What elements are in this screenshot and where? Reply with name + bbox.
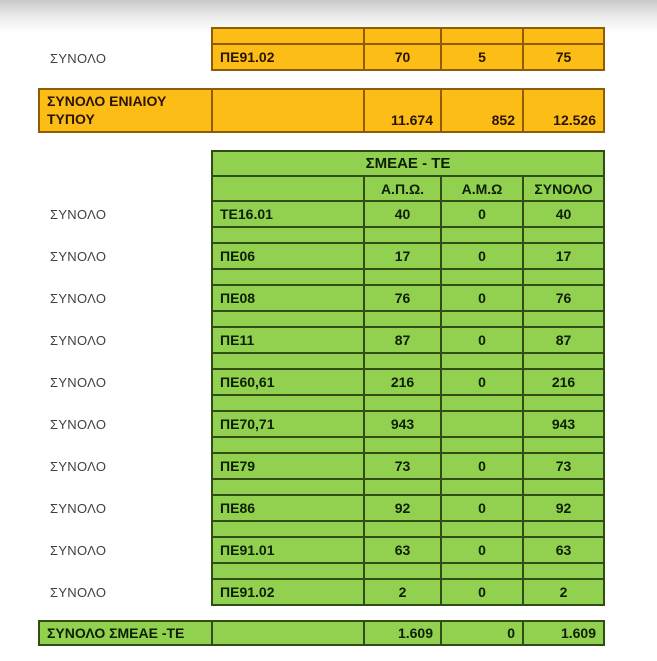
cell-total: 63	[524, 538, 603, 562]
spacer-cell	[213, 564, 363, 578]
row-label-synolo-orange: ΣΥΝΟΛΟ	[50, 51, 107, 66]
spacer-cell	[213, 522, 363, 536]
spacer-cell	[442, 438, 522, 452]
spacer-cell	[213, 480, 363, 494]
column-header-apo: Α.Π.Ω.	[365, 177, 440, 200]
spacer-cell	[442, 312, 522, 326]
spacer-cell	[442, 354, 522, 368]
cell-apo: 87	[365, 328, 440, 352]
cell-code: ΠΕ91.01	[213, 538, 363, 562]
spacer-cell	[365, 312, 440, 326]
cell-code: ΠΕ60,61	[213, 370, 363, 394]
cell-total: 73	[524, 454, 603, 478]
eniaiou-total-value: 12.526	[524, 90, 603, 131]
spacer-cell	[365, 228, 440, 242]
row-label-synolo: ΣΥΝΟΛΟ	[50, 543, 107, 558]
cell-total: 76	[524, 286, 603, 310]
cell-amo: 0	[442, 286, 522, 310]
spacer-cell	[442, 480, 522, 494]
smeae-total-amo: 0	[442, 622, 522, 644]
smeae-total-apo: 1.609	[365, 622, 440, 644]
row-label-synolo: ΣΥΝΟΛΟ	[50, 585, 107, 600]
cell-total: 943	[524, 412, 603, 436]
spacer-cell	[365, 354, 440, 368]
spacer-cell	[524, 438, 603, 452]
spacer-cell	[524, 228, 603, 242]
cell-amo: 0	[442, 244, 522, 268]
cell-apo: 76	[365, 286, 440, 310]
cell-amo: 0	[442, 580, 522, 604]
smeae-table	[211, 150, 605, 606]
spacer-cell	[213, 228, 363, 242]
cell-total: 92	[524, 496, 603, 520]
top-orange-table	[211, 27, 605, 71]
cell-apo: 17	[365, 244, 440, 268]
eniaiou-total-apo: 11.674	[365, 90, 440, 131]
eniaiou-total-label: ΣΥΝΟΛΟ ΕΝΙΑΙΟΥ ΤΥΠΟΥ	[40, 90, 211, 131]
empty-cell	[365, 29, 440, 43]
smeae-total-value: 1.609	[524, 622, 603, 644]
smeae-total-row	[38, 620, 605, 646]
eniaiou-total-row	[38, 88, 605, 133]
cell-apo: 73	[365, 454, 440, 478]
empty-cell	[442, 29, 522, 43]
spacer-cell	[213, 270, 363, 284]
spacer-cell	[365, 270, 440, 284]
spacer-cell	[524, 396, 603, 410]
empty-cell	[213, 177, 363, 200]
row-label-synolo: ΣΥΝΟΛΟ	[50, 417, 107, 432]
cell-amo: 0	[442, 370, 522, 394]
row-label-synolo: ΣΥΝΟΛΟ	[50, 333, 107, 348]
spacer-cell	[365, 480, 440, 494]
spacer-cell	[213, 312, 363, 326]
cell-code: ΠΕ91.02	[213, 45, 363, 69]
smeae-total-label: ΣΥΝΟΛΟ ΣΜΕΑΕ -ΤΕ	[40, 622, 211, 644]
row-label-synolo: ΣΥΝΟΛΟ	[50, 501, 107, 516]
spacer-cell	[213, 396, 363, 410]
row-label-synolo: ΣΥΝΟΛΟ	[50, 207, 107, 222]
cell-amo: 0	[442, 538, 522, 562]
spacer-cell	[365, 564, 440, 578]
row-label-synolo: ΣΥΝΟΛΟ	[50, 459, 107, 474]
spacer-cell	[442, 522, 522, 536]
spacer-cell	[524, 522, 603, 536]
cell-apo: 943	[365, 412, 440, 436]
cell-total: 2	[524, 580, 603, 604]
spacer-cell	[442, 228, 522, 242]
cell-code: ΠΕ11	[213, 328, 363, 352]
row-label-synolo: ΣΥΝΟΛΟ	[50, 291, 107, 306]
spacer-cell	[524, 312, 603, 326]
spacer-cell	[524, 564, 603, 578]
cell-amo	[442, 412, 522, 436]
cell-amo: 0	[442, 454, 522, 478]
empty-cell	[213, 90, 363, 131]
spacer-cell	[442, 270, 522, 284]
cell-code: ΠΕ86	[213, 496, 363, 520]
spacer-cell	[442, 564, 522, 578]
cell-apo: 40	[365, 202, 440, 226]
cell-total: 40	[524, 202, 603, 226]
cell-code: ΤΕ16.01	[213, 202, 363, 226]
smeae-table-title: ΣΜΕΑΕ - ΤΕ	[213, 152, 603, 175]
spacer-cell	[213, 354, 363, 368]
cell-code: ΠΕ08	[213, 286, 363, 310]
spacer-cell	[524, 354, 603, 368]
cell-amo: 5	[442, 45, 522, 69]
cell-total: 75	[524, 45, 603, 69]
cell-total: 87	[524, 328, 603, 352]
cell-code: ΠΕ91.02	[213, 580, 363, 604]
row-label-synolo: ΣΥΝΟΛΟ	[50, 249, 107, 264]
empty-cell	[213, 622, 363, 644]
empty-cell	[213, 29, 363, 43]
cell-apo: 2	[365, 580, 440, 604]
cell-apo: 63	[365, 538, 440, 562]
spacer-cell	[524, 480, 603, 494]
cell-amo: 0	[442, 328, 522, 352]
cell-apo: 70	[365, 45, 440, 69]
empty-cell	[524, 29, 603, 43]
spacer-cell	[365, 438, 440, 452]
cell-total: 17	[524, 244, 603, 268]
cell-code: ΠΕ06	[213, 244, 363, 268]
spacer-cell	[365, 396, 440, 410]
column-header-amo: Α.Μ.Ω	[442, 177, 522, 200]
cell-apo: 216	[365, 370, 440, 394]
spacer-cell	[442, 396, 522, 410]
spacer-cell	[365, 522, 440, 536]
spacer-cell	[524, 270, 603, 284]
row-label-synolo: ΣΥΝΟΛΟ	[50, 375, 107, 390]
cell-amo: 0	[442, 202, 522, 226]
cell-code: ΠΕ79	[213, 454, 363, 478]
cell-amo: 0	[442, 496, 522, 520]
spacer-cell	[213, 438, 363, 452]
cell-apo: 92	[365, 496, 440, 520]
eniaiou-total-amo: 852	[442, 90, 522, 131]
column-header-total: ΣΥΝΟΛΟ	[524, 177, 603, 200]
cell-code: ΠΕ70,71	[213, 412, 363, 436]
cell-total: 216	[524, 370, 603, 394]
